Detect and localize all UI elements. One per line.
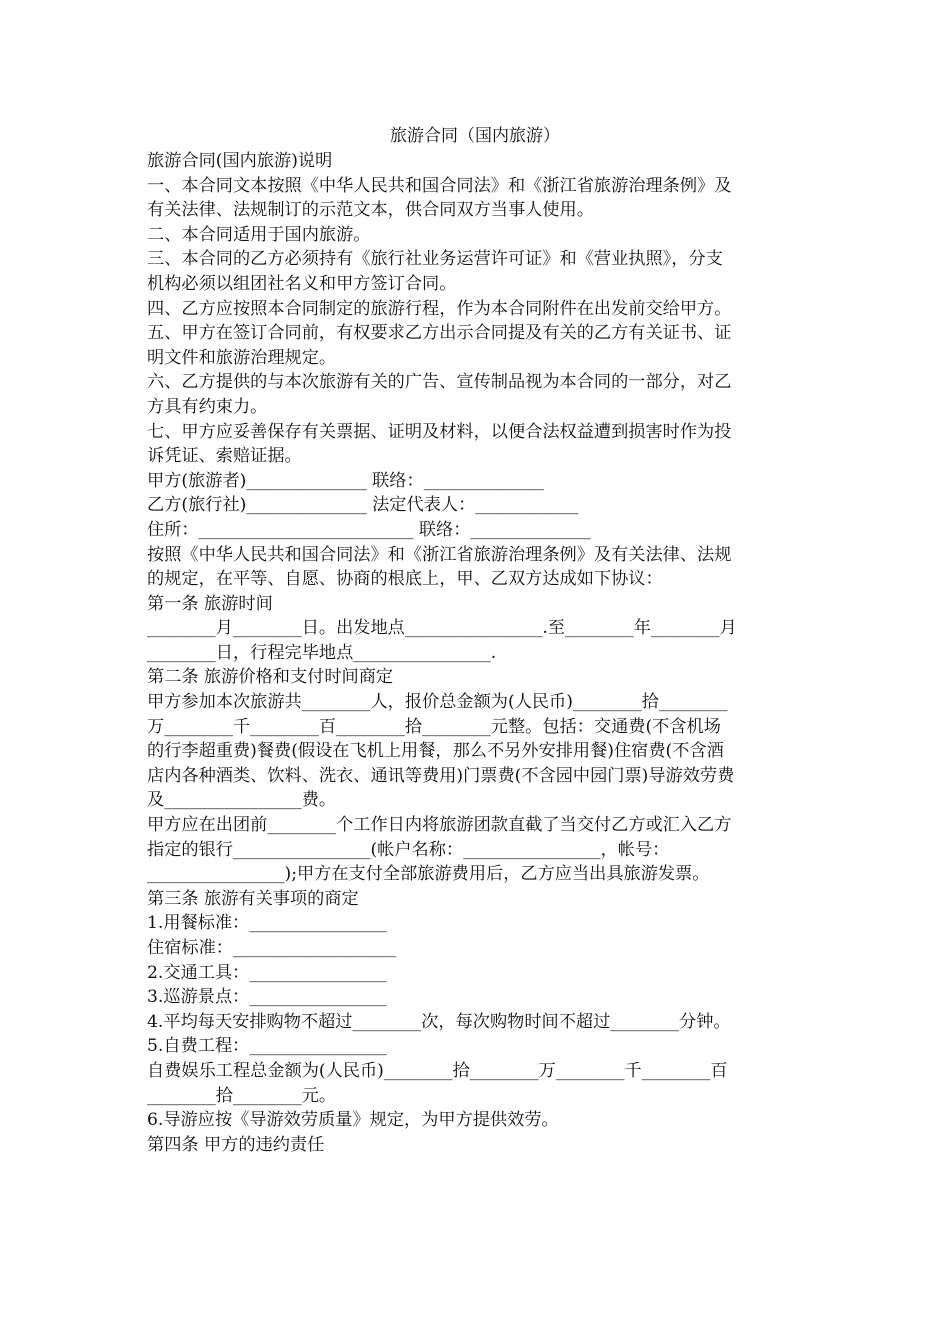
document-line: 机构必须以组团社名义和甲方签订合同。: [147, 273, 457, 294]
document-line: 甲方应在出团前________个工作日内将旅游团款直截了当交付乙方或汇入乙方: [147, 815, 732, 836]
document-line: ________________);甲方在支付全部旅游费用后，乙方应当出具旅游发票。: [147, 864, 710, 885]
document-line: 六、乙方提供的与本次旅游有关的广告、宣传制品视为本合同的一部分，对乙: [147, 372, 732, 393]
document-body: [147, 149, 807, 1157]
document-line: 2.交通工具：________________: [147, 962, 387, 983]
document-line: 店内各种酒类、饮料、洗衣、通讯等费用)门票费(不含园中园门票)导游效劳费: [147, 765, 735, 786]
document-line: 住宿标准：___________________: [147, 938, 397, 958]
document-line: 3.巡游景点：________________: [147, 987, 387, 1008]
document-line: 的行李超重费)餐费(假设在飞机上用餐，那么不另外安排用餐)住宿费(不含酒: [147, 741, 724, 762]
document-line: 4.平均每天安排购物不超过________次，每次购物时间不超过________分钟。: [147, 1011, 731, 1032]
document-line: 七、甲方应妥善保存有关票据、证明及材料，以便合法权益遭到损害时作为投: [147, 421, 732, 442]
document-line: ________月________日。出发地点________________.至________年________月: [147, 618, 737, 639]
document-line: ________日，行程完毕地点________________.: [147, 642, 497, 663]
document-line: 第一条 旅游时间: [147, 593, 273, 614]
document-line: 有关法律、法规制订的示范文本，供合同双方当事人使用。: [147, 200, 594, 221]
document-line: 诉凭证、索赔证据。: [147, 446, 302, 467]
document-line: 第三条 旅游有关事项的商定: [147, 888, 359, 909]
document-line: 按照《中华人民共和国合同法》和《浙江省旅游治理条例》及有关法律、法规: [147, 544, 732, 565]
document-line: 一、本合同文本按照《中华人民共和国合同法》和《浙江省旅游治理条例》及: [147, 175, 732, 196]
document-title: 旅游合同（国内旅游）: [390, 126, 560, 146]
document-line: 五、甲方在签订合同前，有权要求乙方出示合同提及有关的乙方有关证书、证: [147, 323, 732, 344]
document-line: 乙方(旅行社)______________ 法定代表人：____________: [147, 495, 579, 516]
document-line: 三、本合同的乙方必须持有《旅行社业务运营许可证》和《营业执照》，分支: [147, 249, 723, 270]
document-line: 甲方参加本次旅游共________人，报价总金额为(人民币)________拾________: [147, 692, 728, 713]
document-line: 甲方(旅游者)______________ 联络：______________: [147, 470, 545, 491]
document-line: 二、本合同适用于国内旅游。: [147, 224, 371, 245]
document-line: 1.用餐标准：________________: [147, 913, 387, 934]
document-line: 指定的银行________________(帐户名称：________________，帐号：: [147, 839, 670, 860]
document-line: 第二条 旅游价格和支付时间商定: [147, 667, 394, 688]
document-line: 万________千________百________拾________元整。包括：交通费(不含机场: [147, 716, 721, 737]
document-line: 住所：_________________________ 联络：______________: [147, 519, 591, 540]
document-line: 四、乙方应按照本合同制定的旅游行程，作为本合同附件在出发前交给甲方。: [147, 298, 732, 319]
document-line: 第四条 甲方的违约责任: [147, 1134, 325, 1155]
document-line: 自费娱乐工程总金额为(人民币)________拾________万________千________百: [147, 1060, 728, 1081]
document-line: 及________________费。: [147, 790, 337, 811]
document-line: 方具有约束力。: [147, 396, 268, 417]
document-line: 的规定，在平等、自愿、协商的根底上，甲、乙双方达成如下协议：: [147, 569, 663, 590]
document-line: 6.导游应按《导游效劳质量》规定，为甲方提供效劳。: [147, 1110, 559, 1131]
document-line: 5.自费工程：________________: [147, 1036, 387, 1057]
document-line: 旅游合同(国内旅游)说明: [147, 151, 333, 171]
document-line: 明文件和旅游治理规定。: [147, 347, 337, 368]
document-line: ________拾________元。: [147, 1085, 337, 1106]
